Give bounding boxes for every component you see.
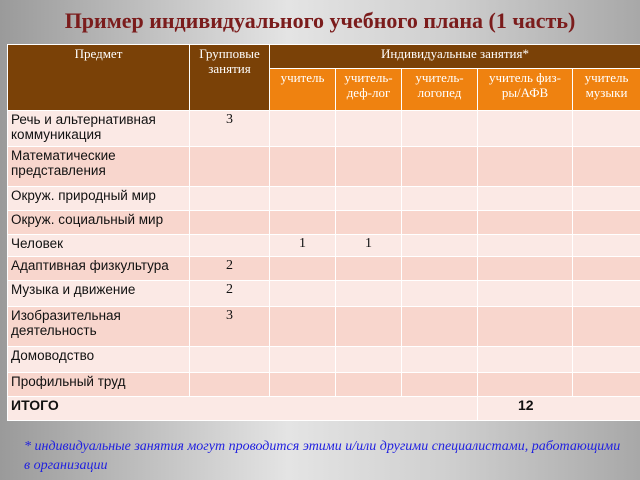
individual-hours-cell <box>336 147 402 187</box>
subject-cell: Музыка и движение <box>8 281 190 307</box>
individual-hours-cell <box>270 211 336 235</box>
individual-hours-cell <box>336 307 402 347</box>
page-title: Пример индивидуального учебного плана (1 часть) <box>64 8 576 33</box>
subject-cell: Речь и альтернативная коммуникация <box>8 111 190 147</box>
individual-hours-cell <box>573 347 640 373</box>
subject-cell: Человек <box>8 235 190 257</box>
table-row <box>8 281 640 307</box>
individual-hours-cell <box>336 257 402 281</box>
table-row <box>8 307 640 347</box>
group-hours-cell <box>190 147 270 187</box>
individual-hours-cell <box>270 373 336 397</box>
individual-hours-cell <box>573 111 640 147</box>
individual-hours-cell <box>478 307 573 347</box>
individual-hours-cell <box>573 187 640 211</box>
individual-hours-cell <box>478 257 573 281</box>
subject-cell: Профильный труд <box>8 373 190 397</box>
table-row <box>8 187 640 211</box>
individual-hours-cell <box>402 347 478 373</box>
individual-hours-cell <box>270 347 336 373</box>
individual-hours-cell <box>478 347 573 373</box>
individual-hours-cell <box>478 211 573 235</box>
individual-hours-cell: 1 <box>336 235 402 257</box>
individual-hours-cell <box>402 147 478 187</box>
individual-hours-cell <box>478 281 573 307</box>
individual-hours-cell <box>573 281 640 307</box>
individual-hours-cell <box>336 187 402 211</box>
study-plan-table <box>7 44 640 421</box>
individual-hours-cell <box>336 347 402 373</box>
header-teacher: учитель <box>270 69 336 111</box>
table-row <box>8 257 640 281</box>
group-hours-cell: 3 <box>190 111 270 147</box>
group-hours-cell <box>190 187 270 211</box>
individual-hours-cell <box>402 211 478 235</box>
group-hours-cell <box>190 235 270 257</box>
individual-hours-cell <box>402 307 478 347</box>
header-teacher: учитель физ-ры/АФВ <box>478 69 573 111</box>
individual-hours-cell <box>573 373 640 397</box>
individual-hours-cell <box>402 373 478 397</box>
individual-hours-cell <box>478 147 573 187</box>
individual-hours-cell <box>270 307 336 347</box>
table-row <box>8 211 640 235</box>
total-row <box>8 397 640 421</box>
individual-hours-cell <box>270 111 336 147</box>
individual-hours-cell <box>573 307 640 347</box>
group-hours-cell <box>190 347 270 373</box>
group-hours-cell: 2 <box>190 257 270 281</box>
header-teacher: учитель музыки <box>573 69 640 111</box>
individual-hours-cell <box>478 235 573 257</box>
header-group: Групповые занятия <box>190 45 270 111</box>
table-row <box>8 235 640 257</box>
total-value: 12 <box>478 397 640 421</box>
subject-cell: Окруж. природный мир <box>8 187 190 211</box>
header-teacher: учитель-логопед <box>402 69 478 111</box>
individual-hours-cell <box>573 211 640 235</box>
header-subject: Предмет <box>8 45 190 111</box>
individual-hours-cell: 1 <box>270 235 336 257</box>
footnote: * индивидуальные занятия могут проводится этими и/или другими специалистами, работающими в организации <box>24 439 621 473</box>
table-row <box>8 373 640 397</box>
individual-hours-cell <box>270 281 336 307</box>
header-teacher: учитель-деф-лог <box>336 69 402 111</box>
individual-hours-cell <box>478 187 573 211</box>
subject-cell: Адаптивная физкультура <box>8 257 190 281</box>
individual-hours-cell <box>478 373 573 397</box>
individual-hours-cell <box>336 211 402 235</box>
group-hours-cell <box>190 373 270 397</box>
individual-hours-cell <box>402 281 478 307</box>
total-label: ИТОГО <box>8 397 478 421</box>
table-row <box>8 147 640 187</box>
individual-hours-cell <box>402 257 478 281</box>
group-hours-cell <box>190 211 270 235</box>
individual-hours-cell <box>402 111 478 147</box>
individual-hours-cell <box>573 235 640 257</box>
individual-hours-cell <box>478 111 573 147</box>
table-row <box>8 347 640 373</box>
subject-cell: Окруж. социальный мир <box>8 211 190 235</box>
table-row <box>8 111 640 147</box>
individual-hours-cell <box>336 373 402 397</box>
individual-hours-cell <box>270 257 336 281</box>
individual-hours-cell <box>402 235 478 257</box>
subject-cell: Домоводство <box>8 347 190 373</box>
individual-hours-cell <box>573 147 640 187</box>
header-individual: Индивидуальные занятия* <box>270 45 640 69</box>
individual-hours-cell <box>270 187 336 211</box>
individual-hours-cell <box>270 147 336 187</box>
individual-hours-cell <box>573 257 640 281</box>
individual-hours-cell <box>402 187 478 211</box>
group-hours-cell: 2 <box>190 281 270 307</box>
group-hours-cell: 3 <box>190 307 270 347</box>
individual-hours-cell <box>336 281 402 307</box>
individual-hours-cell <box>336 111 402 147</box>
subject-cell: Изобразительная деятельность <box>8 307 190 347</box>
subject-cell: Математические представления <box>8 147 190 187</box>
